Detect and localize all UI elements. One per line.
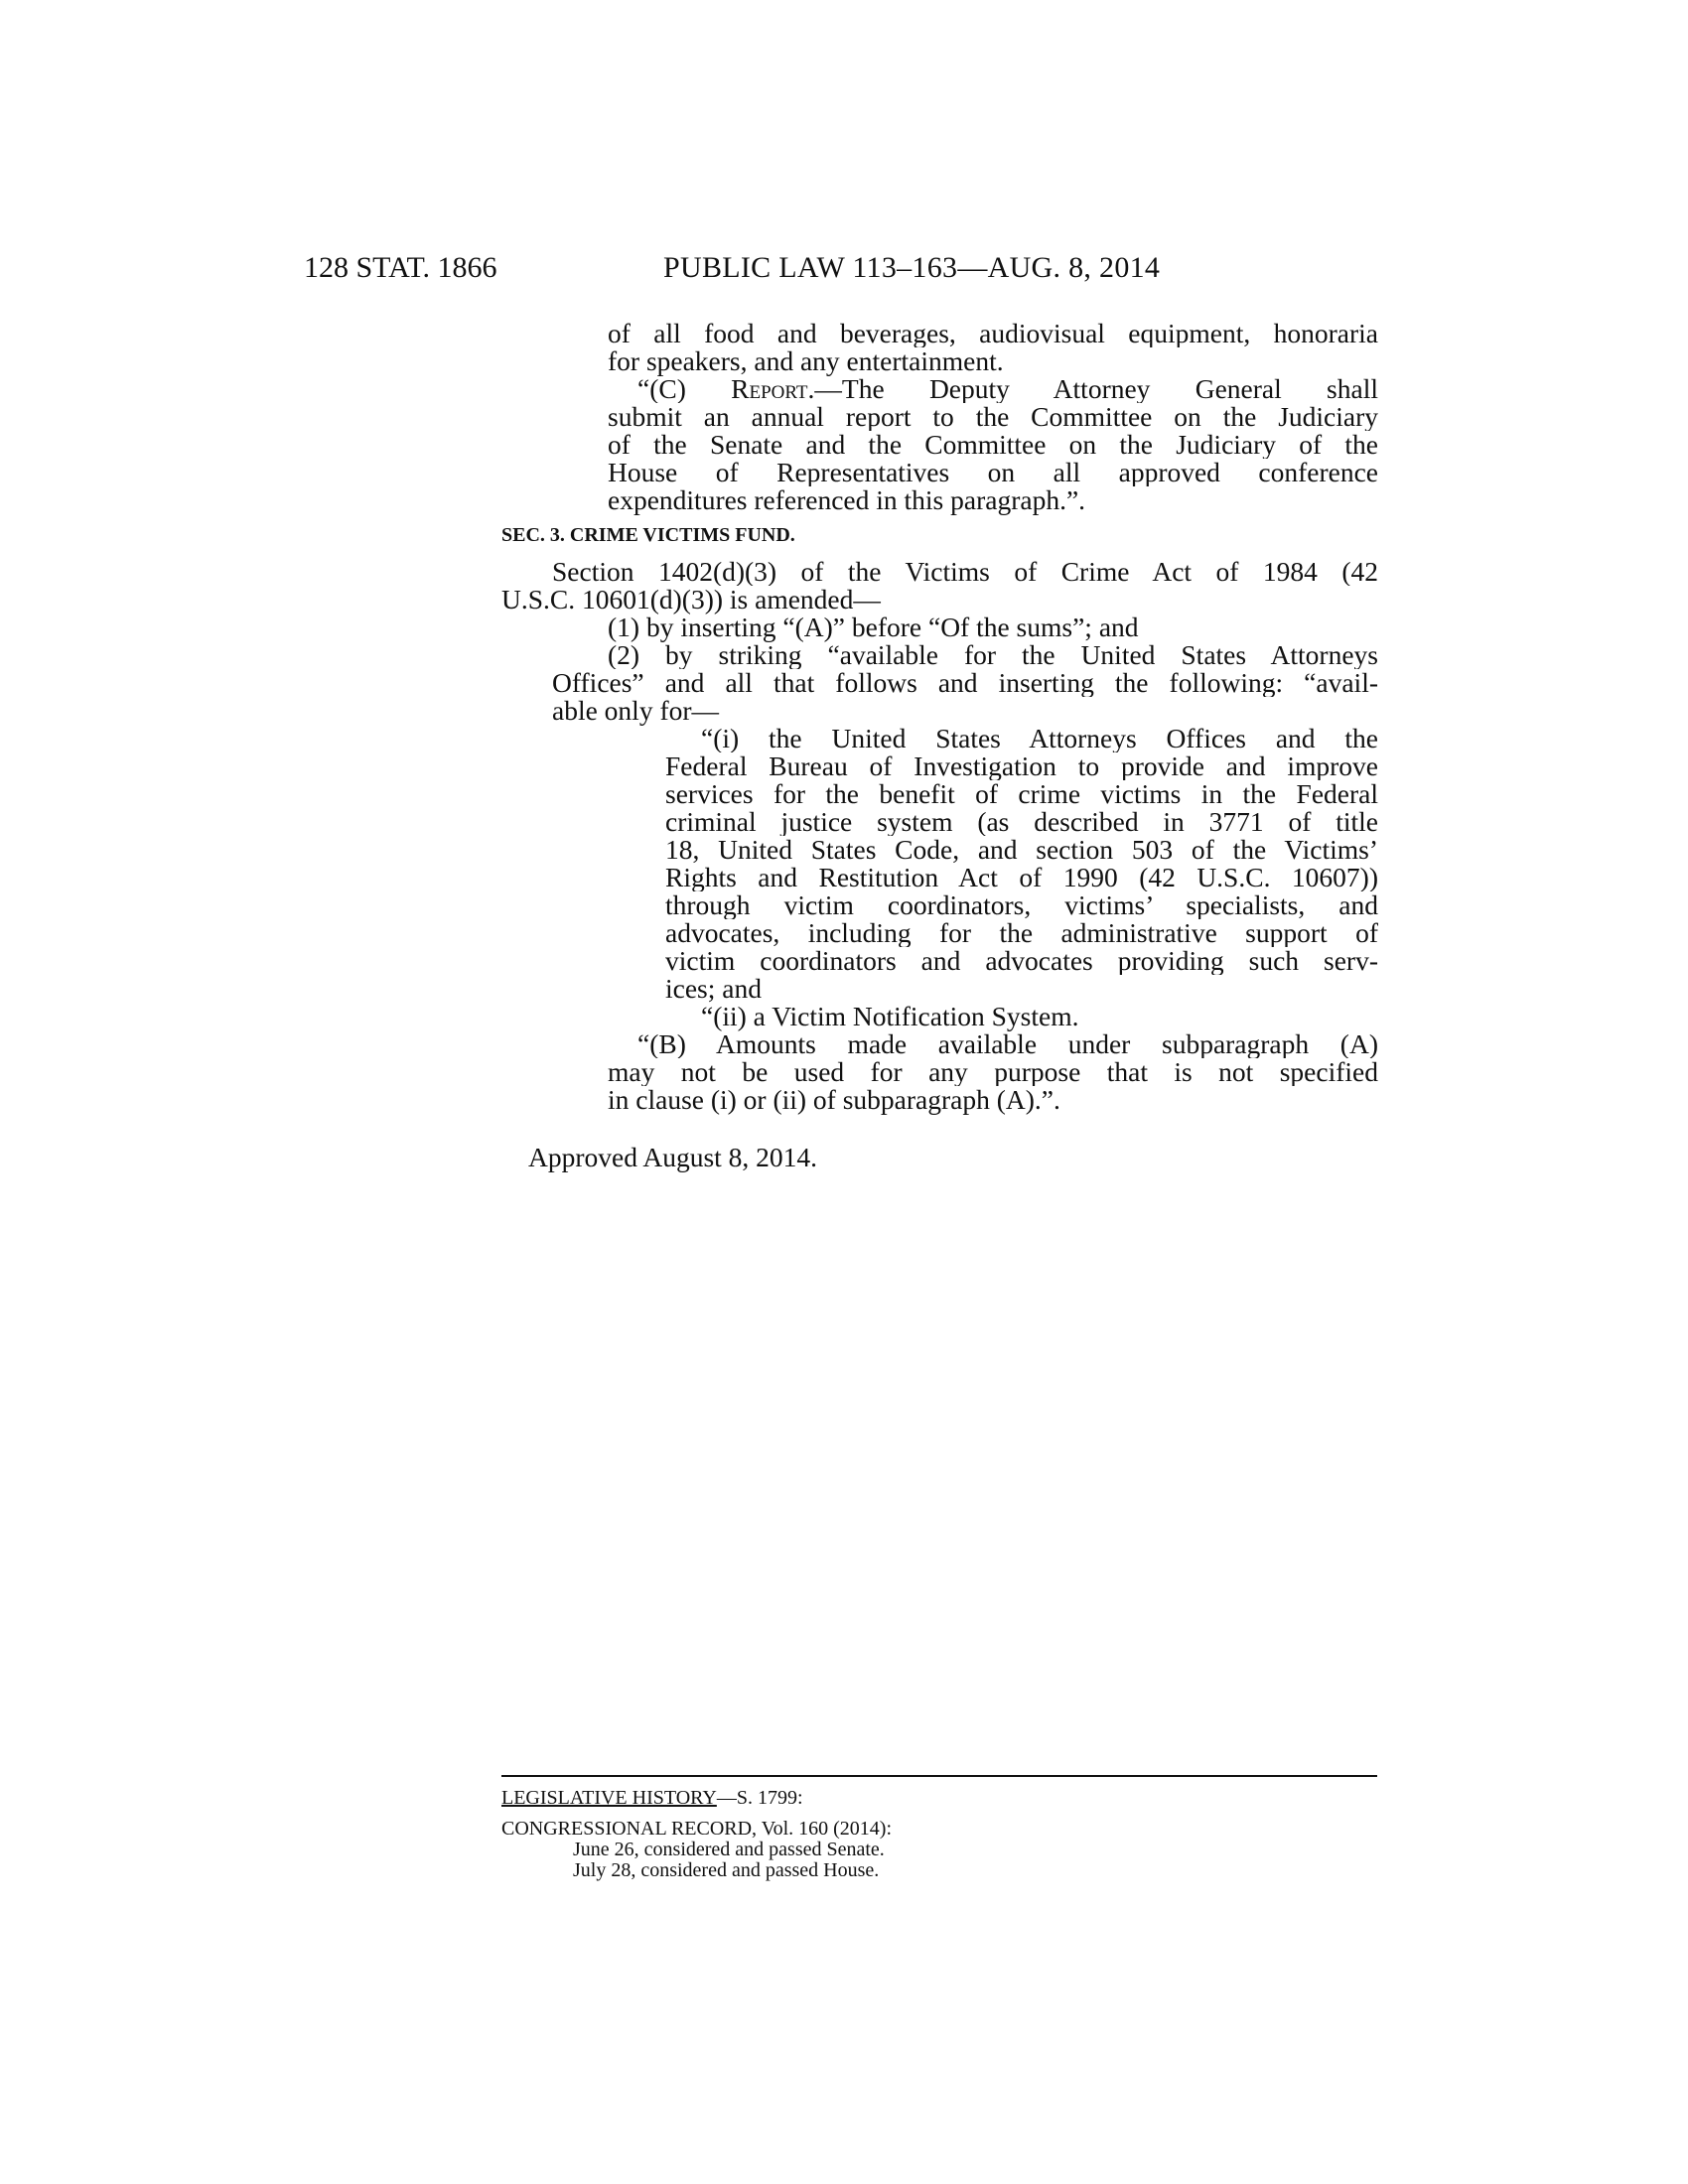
approval-date: Approved August 8, 2014. bbox=[528, 1142, 818, 1172]
footer-rule bbox=[501, 1775, 1377, 1777]
continuation-line: for speakers, and any entertainment. bbox=[608, 345, 1004, 376]
report-line: House of Representatives on all approved conference bbox=[608, 459, 1378, 486]
amendment-item-2-line: (2) by striking “available for the United States Attorneys bbox=[608, 641, 1378, 669]
congressional-record: CONGRESSIONAL RECORD, Vol. 160 (2014): bbox=[501, 1818, 892, 1840]
report-rest: .—The Deputy Attorney General shall bbox=[807, 375, 1378, 403]
section-intro-line: Section 1402(d)(3) of the Victims of Crime Act of 1984 (42 bbox=[552, 558, 1378, 586]
subparagraph-b-line: in clause (i) or (ii) of subparagraph (A).”. bbox=[608, 1084, 1060, 1115]
report-line: of the Senate and the Committee on the Judiciary of the bbox=[608, 431, 1378, 459]
clause-i-line: Federal Bureau of Investigation to provide and improve bbox=[665, 752, 1378, 780]
clause-i-line: through victim coordinators, victims’ specialists, and bbox=[665, 891, 1378, 919]
clause-i-line: victim coordinators and advocates providing such serv- bbox=[665, 947, 1378, 975]
report-line: submit an annual report to the Committee on the Judiciary bbox=[608, 403, 1378, 431]
amendment-item-1: (1) by inserting “(A)” before “Of the sums”; and bbox=[608, 612, 1139, 642]
clause-i-line: 18, United States Code, and section 503 of the Victims’ bbox=[665, 836, 1378, 864]
legislative-history-bill: —S. 1799: bbox=[716, 1787, 803, 1809]
history-entry: July 28, considered and passed House. bbox=[573, 1859, 880, 1881]
amendment-item-2-line: Offices” and all that follows and inserting the following: “avail- bbox=[552, 669, 1378, 697]
history-entry: June 26, considered and passed Senate. bbox=[573, 1839, 885, 1860]
legislative-history-heading bbox=[501, 1787, 803, 1809]
continuation-line: of all food and beverages, audiovisual equipment, honoraria bbox=[608, 320, 1378, 347]
clause-ii: “(ii) a Victim Notification System. bbox=[701, 1001, 1079, 1031]
report-heading: Report bbox=[731, 375, 808, 403]
section-heading: SEC. 3. CRIME VICTIMS FUND. bbox=[501, 524, 795, 546]
report-line: expenditures referenced in this paragraph.”. bbox=[608, 484, 1086, 515]
clause-i-line: services for the benefit of crime victims in the Federal bbox=[665, 780, 1378, 808]
subparagraph-b-line: may not be used for any purpose that is not specified bbox=[608, 1058, 1378, 1086]
clause-i-line: advocates, including for the administrative support of bbox=[665, 919, 1378, 947]
clause-i-line: ices; and bbox=[665, 973, 762, 1004]
subparagraph-b-line: “(B) Amounts made available under subparagraph (A) bbox=[637, 1030, 1378, 1058]
stat-page-number: 128 STAT. 1866 bbox=[304, 251, 497, 284]
report-paragraph-first-line bbox=[637, 375, 1378, 403]
legislative-history-title: LEGISLATIVE HISTORY bbox=[501, 1787, 717, 1809]
section-intro-line: U.S.C. 10601(d)(3)) is amended— bbox=[501, 584, 881, 614]
clause-i-line: “(i) the United States Attorneys Offices and the bbox=[701, 725, 1378, 752]
clause-i-line: criminal justice system (as described in 3771 of title bbox=[665, 808, 1378, 836]
report-lead: “(C) bbox=[637, 375, 732, 403]
amendment-item-2-line: able only for— bbox=[552, 695, 720, 726]
public-law-header: PUBLIC LAW 113–163—AUG. 8, 2014 bbox=[663, 251, 1161, 284]
clause-i-line: Rights and Restitution Act of 1990 (42 U.S.C. 10607)) bbox=[665, 864, 1378, 891]
